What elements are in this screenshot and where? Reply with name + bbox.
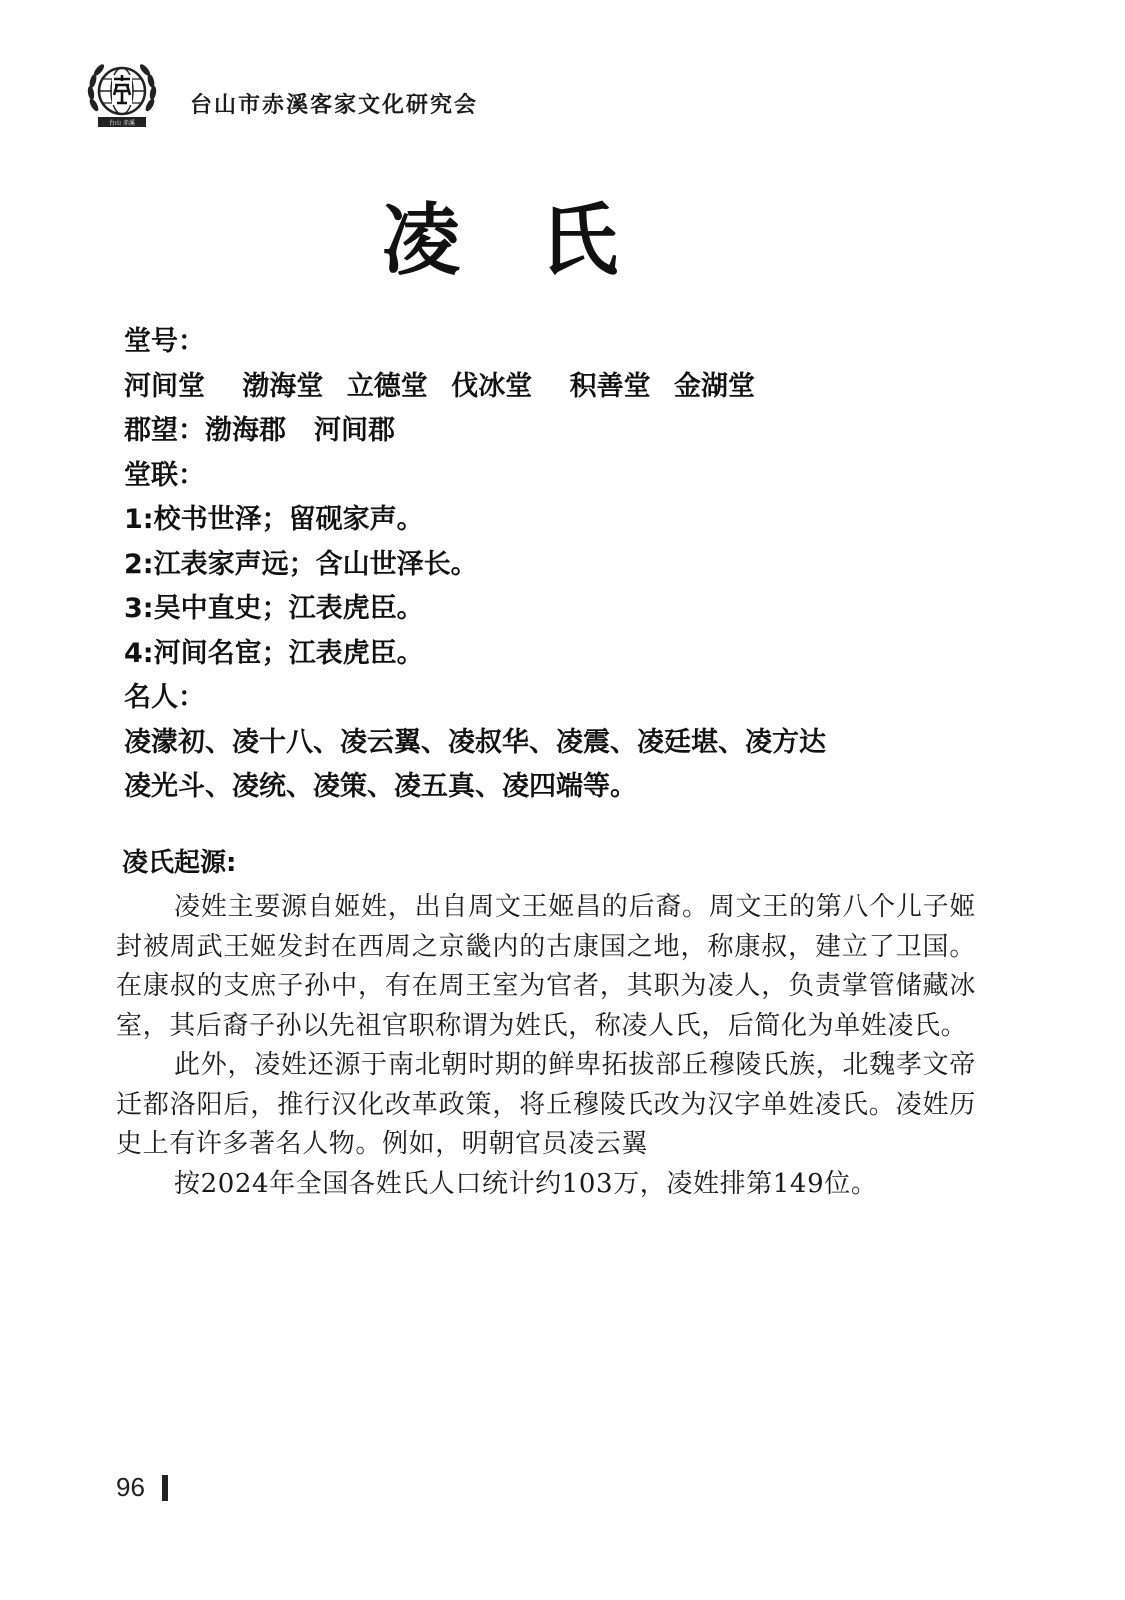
origin-paragraph: 按2024年全国各姓氏人口统计约103万，凌姓排第149位。 xyxy=(174,1168,878,1199)
hall-name: 河间堂 xyxy=(124,370,205,402)
surname-info xyxy=(124,320,1004,810)
couplet: 3:吴中直史；江表虎臣。 xyxy=(124,593,424,624)
origin-heading: 凌氏起源: xyxy=(122,848,237,878)
origin-paragraph: 凌姓主要源自姬姓，出自周文王姬昌的后裔。周文王的第八个儿子姬封被周武王姬发封在西周之京畿内的古康国之地，称康叔，建立了卫国。在康叔的支庶子孙中，有在周王室为官者，其职为凌人，负责掌管储藏冰室，其后裔子孙以先祖官职称谓为姓氏，称凌人氏，后简化为单姓凌氏。 xyxy=(116,892,976,1041)
couplet: 1:校书世泽；留砚家声。 xyxy=(124,504,424,535)
page-number: 96 xyxy=(116,1472,145,1502)
tanglian-label: 堂联： xyxy=(124,459,205,491)
origin-body xyxy=(116,888,976,1204)
logo-ribbon-text: 台山 赤溪 xyxy=(109,120,135,127)
hall-name: 立德堂 xyxy=(346,370,428,402)
page-number-bar xyxy=(162,1475,168,1501)
couplet: 4:河间名宦；江表虎臣。 xyxy=(124,637,424,669)
page-title: 凌氏 xyxy=(381,195,698,286)
famous-people-line: 凌光斗、凌统、凌策、凌五真、凌四端等。 xyxy=(124,771,637,802)
famous-people-line: 凌濛初、凌十八、凌云翼、凌叔华、凌震、凌廷堪、凌方达 xyxy=(124,726,826,758)
mingren-label: 名人： xyxy=(124,682,205,713)
origin-paragraph: 此外，凌姓还源于南北朝时期的鲜卑拓拔部丘穆陵氏族，北魏孝文帝迁都洛阳后，推行汉化改革政策，将丘穆陵氏改为汉字单姓凌氏。凌姓历史上有许多著名人物。例如，明朝官员凌云翼 xyxy=(116,1050,976,1159)
couplet: 2:江表家声远；含山世泽长。 xyxy=(124,548,478,580)
junwang-value: 河间郡 xyxy=(314,415,395,446)
hall-name: 金湖堂 xyxy=(674,370,756,402)
junwang-value: 渤海郡 xyxy=(205,415,286,446)
hall-name: 积善堂 xyxy=(569,370,651,402)
organization-name: 台山市赤溪客家文化研究会 xyxy=(190,92,479,118)
tanghao-halls xyxy=(124,365,1004,410)
hall-name: 渤海堂 xyxy=(242,370,324,402)
tanghao-label: 堂号： xyxy=(124,326,205,357)
junwang-line xyxy=(124,409,1004,454)
hall-name: 伐冰堂 xyxy=(451,370,533,402)
junwang-label: 郡望： xyxy=(124,415,205,446)
association-logo xyxy=(84,55,160,131)
